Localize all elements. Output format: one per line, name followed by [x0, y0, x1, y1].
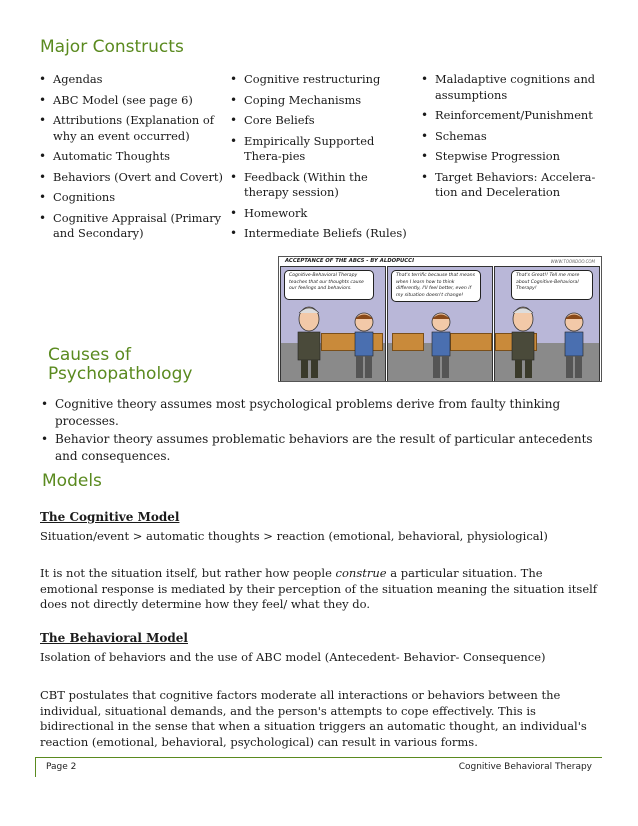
- causes-heading-line1: Causes of: [48, 345, 132, 365]
- old-man-figure: [287, 305, 327, 381]
- page-number: Page 2: [46, 762, 77, 772]
- cognitive-model-paragraph: It is not the situation itself, but rather how people construe a particular situation. The emotional response is mediated by their perception of the situation meaning the situation itself does not directly determine how they feel/ what they do.: [40, 566, 598, 612]
- list-item: • Cognitions: [38, 190, 223, 206]
- comic-title: ACCEPTANCE OF THE ABCS - BY ALDOPUCCI: [285, 258, 415, 264]
- comic-strip: [278, 256, 602, 382]
- list-item: • Feedback (Within the therapy session): [229, 170, 414, 201]
- list-item: • Empirically Supported Thera-pies: [229, 134, 414, 165]
- cognitive-model-title: The Cognitive Model: [40, 510, 180, 524]
- list-item: • Core Beliefs: [229, 113, 414, 129]
- list-item: • Cognitive theory assumes most psychological problems derive from faulty thinking processes.: [40, 396, 605, 429]
- list-item: • ABC Model (see page 6): [38, 93, 223, 109]
- speech-bubble-3: That's Great!! Tell me more about Cognitive-Behavioral Therapy!: [511, 270, 593, 300]
- list-item: • Coping Mechanisms: [229, 93, 414, 109]
- behavioral-model-title: The Behavioral Model: [40, 631, 188, 645]
- behavioral-model-line: Isolation of behaviors and the use of ABC model (Antecedent- Behavior- Consequence): [40, 650, 546, 664]
- list-item: • Cognitive restructuring: [229, 72, 414, 88]
- cbt-paragraph: CBT postulates that cognitive factors moderate all interactions or behaviors between the individual, situational demands, and the person's attempts to cope effectively. This is bidirectional in the sense that when a situation triggers an automatic thought, an individual's reaction (emotional, behavioral, psychological) can result in various forms.: [40, 688, 587, 749]
- comic-header: [279, 257, 601, 266]
- old-man-figure: [501, 305, 541, 381]
- comic-panel-1: [280, 266, 386, 382]
- constructs-list-col3: [420, 72, 605, 206]
- models-heading: Models: [42, 471, 102, 491]
- major-constructs-heading: Major Constructs: [40, 37, 184, 57]
- list-item: • Attributions (Explanation of why an event occurred): [38, 113, 223, 144]
- causes-heading: [48, 346, 192, 384]
- list-item: • Cognitive Appraisal (Primary and Secondary): [38, 211, 223, 242]
- list-item: • Behavior theory assumes problematic behaviors are the result of particular antecedents and consequences.: [40, 431, 605, 464]
- list-item: • Homework: [229, 206, 414, 222]
- list-item: • Schemas: [420, 129, 605, 145]
- list-item: • Intermediate Beliefs (Rules): [229, 226, 414, 242]
- constructs-list-col2: [229, 72, 414, 247]
- constructs-list-col1: [38, 72, 223, 247]
- footer-title: Cognitive Behavioral Therapy: [458, 762, 592, 772]
- causes-list: [40, 396, 605, 466]
- speech-bubble-2: That's terrific because that means when I learn how to think differently, I'll feel better, even if my situation doesn't change!: [391, 270, 481, 302]
- young-man-figure: [557, 311, 591, 381]
- page-footer: [35, 757, 602, 777]
- list-item: • Behaviors (Overt and Covert): [38, 170, 223, 186]
- young-man-figure: [347, 311, 381, 381]
- list-item: • Automatic Thoughts: [38, 149, 223, 165]
- comic-panel-2: [387, 266, 493, 382]
- list-item: • Maladaptive cognitions and assumptions: [420, 72, 605, 103]
- comic-credit: WWW.TOONDOO.COM: [550, 259, 595, 264]
- list-item: • Agendas: [38, 72, 223, 88]
- list-item: • Stepwise Progression: [420, 149, 605, 165]
- young-man-figure: [424, 311, 458, 381]
- speech-bubble-1: Cognitive-Behavioral Therapy teaches that our thoughts cause our feelings and behaviors.: [284, 270, 374, 300]
- list-item: • Reinforcement/Punishment: [420, 108, 605, 124]
- list-item: • Target Behaviors: Accelera-tion and Deceleration: [420, 170, 605, 201]
- causes-heading-line2: Psychopathology: [48, 364, 193, 384]
- comic-panel-3: [494, 266, 600, 382]
- cognitive-model-line: Situation/event > automatic thoughts > reaction (emotional, behavioral, physiological): [40, 529, 548, 543]
